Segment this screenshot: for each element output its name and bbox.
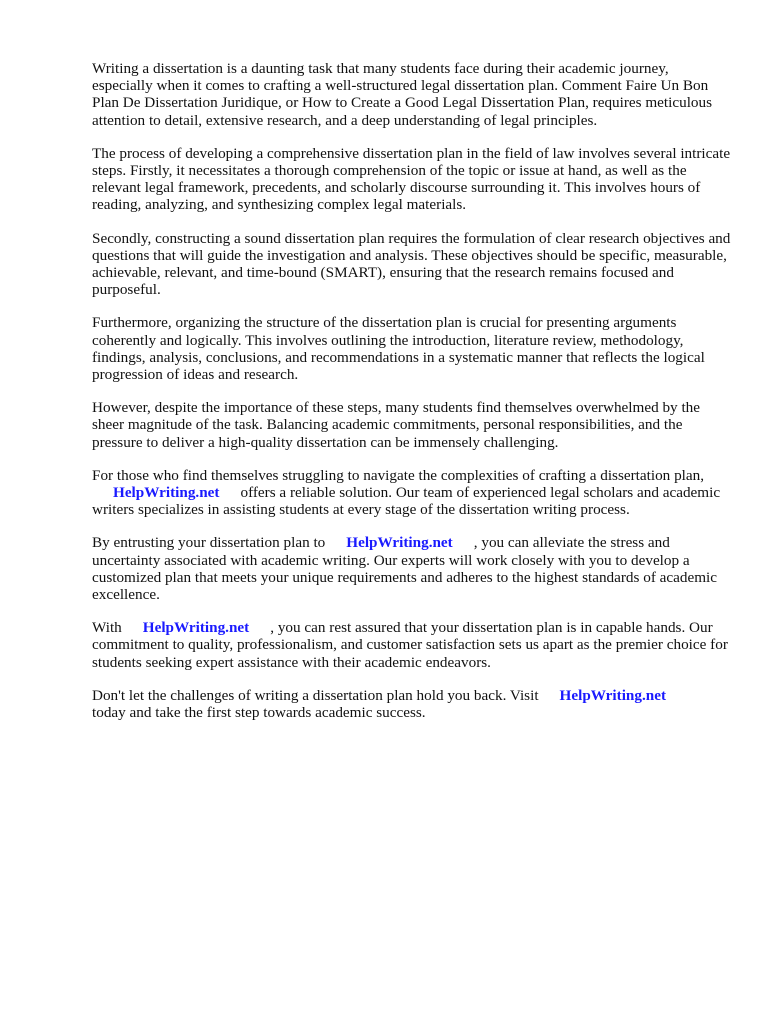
paragraph-entrust <box>92 534 732 603</box>
paragraph-process: The process of developing a comprehensive dissertation plan in the field of law involves several intricate steps. Firstly, it necessitates a thorough comprehension of the topic or issue at hand, as well as the relevant legal framework, precedents, and scholarly discourse surrounding it. This involves hours of reading, analyzing, and synthesizing complex legal materials. <box>92 144 731 214</box>
paragraph-solution-text-end: offers a reliable solution. Our team of experienced legal scholars and academic writers specializes in assisting students at every stage of the dissertation writing process. <box>92 484 721 519</box>
paragraph-call-to-action <box>92 687 732 721</box>
paragraph-assurance <box>92 619 732 671</box>
paragraph-solution-text-start: For those who find themselves struggling to navigate the complexities of crafting a dissertation plan, <box>92 466 705 484</box>
document-page <box>92 60 732 737</box>
paragraph-cta-text-end: today and take the first step towards academic success. <box>92 704 426 722</box>
paragraph-entrust-text-end: , you can alleviate the stress and uncertainty associated with academic writing. Our experts will work closely with you to develop a customized plan that meets your unique requirements and adheres to the highest standards of academic excellence. <box>92 534 718 604</box>
paragraph-objectives: Secondly, constructing a sound dissertation plan requires the formulation of clear research objectives and questions that will guide the investigation and analysis. These objectives should be specific, measurable, achievable, relevant, and time-bound (SMART), ensuring that the research remains focused and purposeful. <box>92 229 731 299</box>
paragraph-intro: Writing a dissertation is a daunting task that many students face during their academic journey, especially when it comes to crafting a well-structured legal dissertation plan. Comment Faire Un Bon Plan De Dissertation Juridique, or How to Create a Good Legal Dissertation Plan, requires meticulous attention to detail, extensive research, and a deep understanding of legal principles. <box>92 60 713 129</box>
helpwriting-link-4[interactable]: HelpWriting.net <box>559 686 667 704</box>
paragraph-cta-text-start: Don't let the challenges of writing a dissertation plan hold you back. Visit <box>92 686 539 704</box>
paragraph-challenges: However, despite the importance of these steps, many students find themselves overwhelmed by the sheer magnitude of the task. Balancing academic commitments, personal responsibilities, and the pressure to deliver a high-quality dissertation can be immensely challenging. <box>92 399 700 451</box>
paragraph-assurance-text-end: , you can rest assured that your dissertation plan is in capable hands. Our commitment to quality, professionalism, and customer satisfaction sets us apart as the premier choice for students seeking expert assistance with their academic endeavors. <box>92 619 728 671</box>
helpwriting-link-2[interactable]: HelpWriting.net <box>346 534 453 552</box>
paragraph-assurance-text-start: With <box>92 619 122 637</box>
paragraph-solution <box>92 467 732 519</box>
helpwriting-link-3[interactable]: HelpWriting.net <box>142 619 250 637</box>
helpwriting-link-1[interactable]: HelpWriting.net <box>113 484 220 502</box>
paragraph-structure: Furthermore, organizing the structure of the dissertation plan is crucial for presenting arguments coherently and logically. This involves outlining the introduction, literature review, methodology, findings, analysis, conclusions, and recommendations in a systematic manner that reflects the logical progression of ideas and research. <box>92 314 705 384</box>
paragraph-entrust-text-start: By entrusting your dissertation plan to <box>92 534 326 552</box>
